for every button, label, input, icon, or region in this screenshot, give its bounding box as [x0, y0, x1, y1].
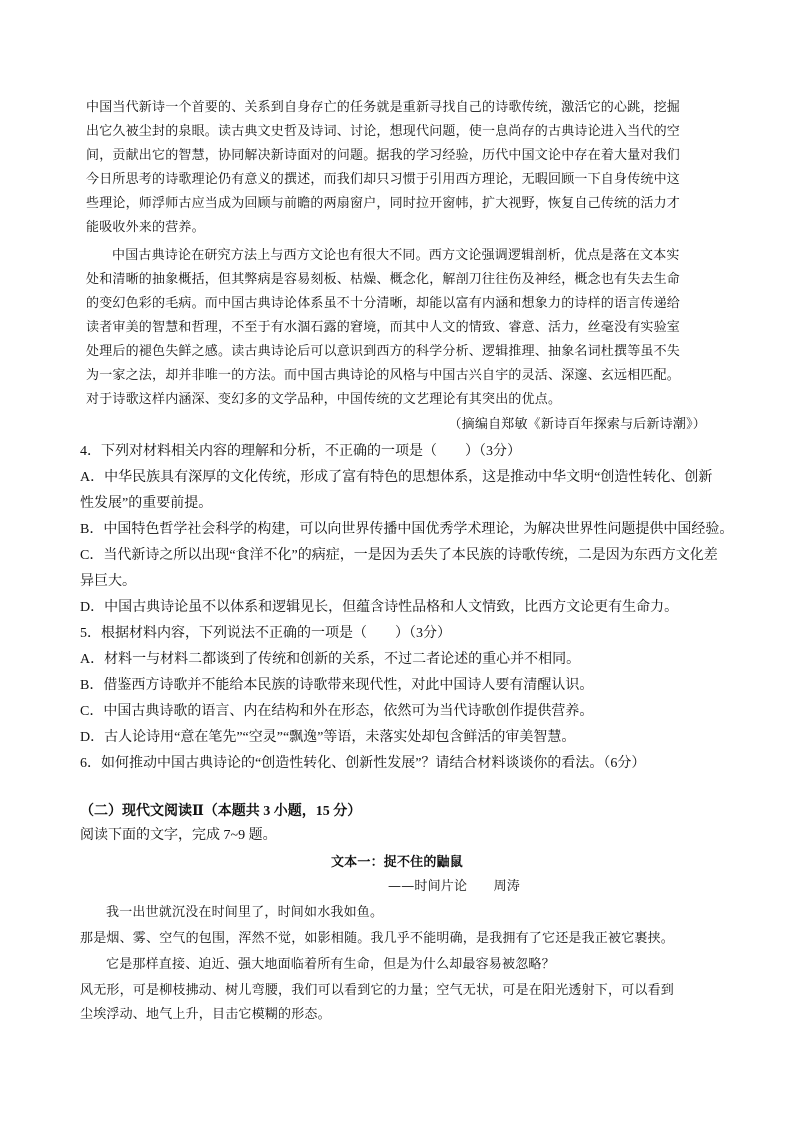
- section2-heading: （二）现代文阅读Ⅱ（本题共 3 小题，15 分）: [80, 804, 362, 819]
- passage-p1-line-2: 出它久被尘封的泉眼。读古典文史哲及诗词、讨论，想现代问题，使一息尚存的古典诗论进入当代的空: [86, 124, 681, 139]
- q4-option-a-2: 性发展”的重要前提。: [80, 496, 213, 511]
- text-line-2: 那是烟、雾、空气的包围，浑然不觉，如影相随。我几乎不能明确，是我拥有了它还是我正被它裹挟。: [80, 931, 675, 946]
- passage-p2-line-5: 处理后的褪色失鲜之感。读古典诗论后可以意识到西方的科学分析、逻辑推理、抽象名词杜撰等虽不失: [86, 344, 681, 359]
- q5-option-a: A．材料一与材料二都谈到了传统和创新的关系，不过二者论述的重心并不相同。: [80, 652, 581, 667]
- text-title: 文本一：捉不住的鼬鼠: [330, 855, 463, 870]
- q4-option-c-2: 异巨大。: [80, 574, 136, 589]
- passage-p2-line-4: 读者审美的智慧和哲理，不至于有水涸石露的窘境，而其中人文的情致、睿意、活力，丝毫没有实验室: [86, 320, 681, 335]
- passage-p1-line-5: 些理论，师浮师古应当成为回顾与前瞻的两扇窗户，同时拉开窗帏，扩大视野，恢复自己传统的活力才: [86, 196, 681, 211]
- text-line-4: 风无形，可是柳枝拂动、树儿弯腰，我们可以看到它的力量；空气无状，可是在阳光透射下，可以看到: [80, 983, 675, 998]
- q4-option-a-1: A．中华民族具有深厚的文化传统，形成了富有特色的思想体系，这是推动中华文明“创造性转化、创新: [80, 470, 713, 485]
- passage-p1-line-1: 中国当代新诗一个首要的、关系到自身存亡的任务就是重新寻找自己的诗歌传统，激活它的心跳，挖掘: [86, 100, 681, 115]
- text-line-1: 我一出世就沉没在时间里了，时间如水我如鱼。: [106, 905, 384, 920]
- passage-p1-line-3: 间，贡献出它的智慧，协同解决新诗面对的问题。据我的学习经验，历代中国文论中存在着大量对我们: [86, 148, 681, 163]
- q5-option-b: B．借鉴西方诗歌并不能给本民族的诗歌带来现代性，对此中国诗人要有清醒认识。: [80, 678, 594, 693]
- passage-p2-line-7: 对于诗歌这样内涵深、变幻多的文学品种，中国传统的文艺理论有其突出的优点。: [86, 392, 562, 407]
- q4-option-d: D．中国古典诗论虽不以体系和逻辑见长，但蕴含诗性品格和人文情致，比西方文论更有生命力。: [80, 600, 679, 615]
- q5-stem: 5．根据材料内容，下列说法不正确的一项是（ ）（3分）: [80, 626, 451, 641]
- q4-option-c-1: C．当代新诗之所以出现“食洋不化”的病症，一是因为丢失了本民族的诗歌传统，二是因为东西方文化差: [80, 548, 718, 563]
- text-line-5: 尘埃浮动、地气上升，目击它模糊的形态。: [80, 1007, 331, 1022]
- section2-instruction: 阅读下面的文字，完成 7~9 题。: [80, 828, 277, 843]
- q6-stem: 6．如何推动中国古典诗论的“创造性转化、创新性发展”？请结合材料谈谈你的看法。（6分）: [80, 756, 646, 771]
- passage-p1-line-4: 今日所思考的诗歌理论仍有意义的撰述，而我们却只习惯于引用西方理论，无暇回顾一下自身传统中这: [86, 172, 681, 187]
- passage-p1-line-6: 能吸收外来的营养。: [86, 220, 205, 235]
- passage-p2-line-1: 中国古典诗论在研究方法上与西方文论也有很大不同。西方文论强调逻辑剖析，优点是落在文本实: [112, 248, 680, 263]
- passage-p2-line-6: 为一家之法，却并非唯一的方法。而中国古典诗论的风格与中国古兴自宇的灵活、深邃、玄远相匹配。: [86, 368, 681, 383]
- passage-p2-line-3: 的变幻色彩的毛病。而中国古典诗论体系虽不十分清晰，却能以富有内涵和想象力的诗样的语言传递给: [86, 296, 681, 311]
- q5-option-c: C．中国古典诗歌的语言、内在结构和外在形态，依然可为当代诗歌创作提供营养。: [80, 704, 594, 719]
- q5-option-d: D．古人论诗用“意在笔先”“空灵”“飘逸”等语，未落实处却包含鲜活的审美智慧。: [80, 730, 576, 745]
- passage-p2-line-2: 处和清晰的抽象概括，但其弊病是容易刻板、枯燥、概念化，解剖刀往往伤及神经，概念也有失去生命: [86, 272, 681, 287]
- passage-source: （摘编自郑敏《新诗百年探索与后新诗潮》）: [448, 417, 706, 432]
- text-subtitle: ——时间片论 周涛: [388, 879, 521, 894]
- q4-stem: 4．下列对材料相关内容的理解和分析，不正确的一项是（ ）（3分）: [80, 444, 521, 459]
- text-line-3: 它是那样直接、迫近、强大地面临着所有生命，但是为什么却最容易被忽略？: [106, 957, 555, 972]
- q4-option-b: B．中国特色哲学社会科学的构建，可以向世界传播中国优秀学术理论，为解决世界性问题提供中国经验。: [80, 522, 734, 537]
